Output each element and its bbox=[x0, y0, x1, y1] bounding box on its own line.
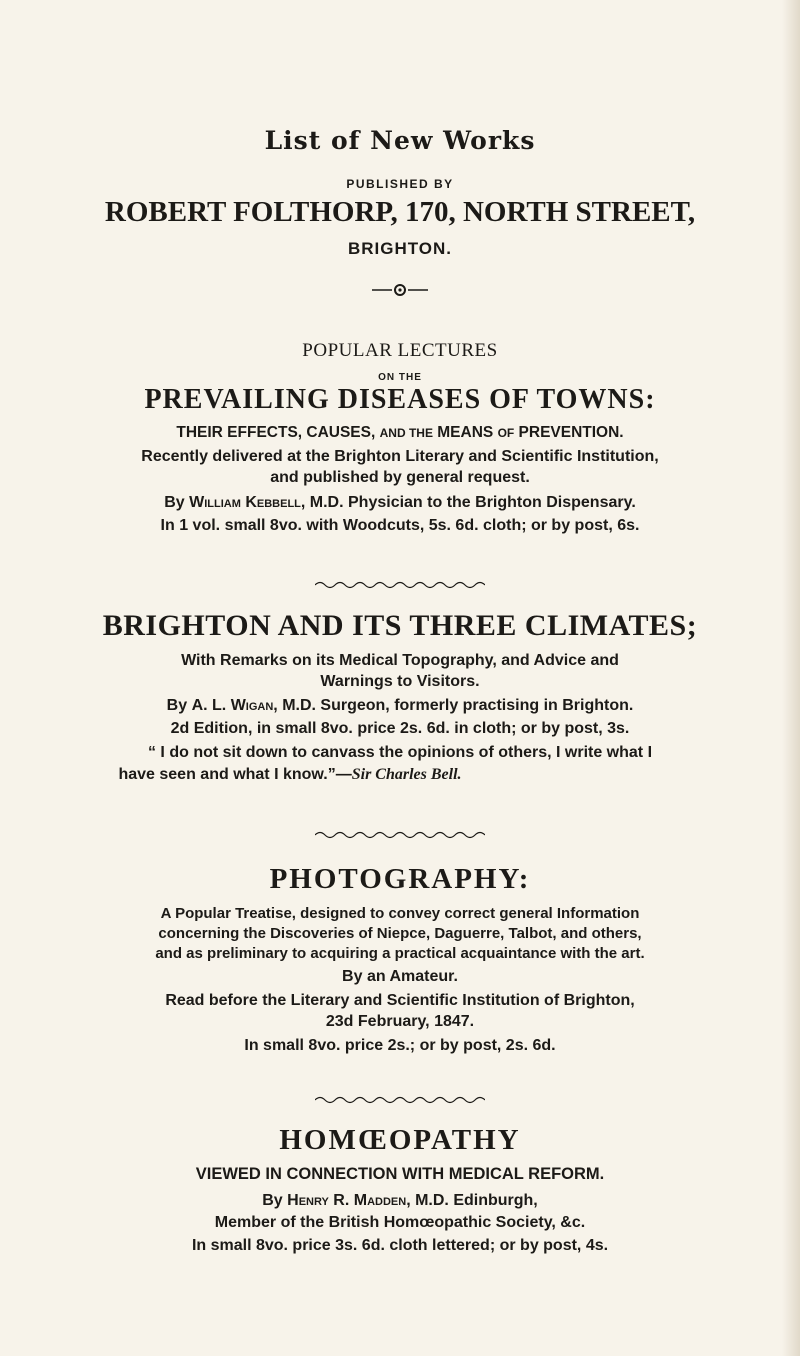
book2-author: By A. L. Wigan, M.D. Surgeon, formerly practising in Brighton. bbox=[166, 697, 634, 714]
book2-line2: Warnings to Visitors. bbox=[320, 673, 480, 690]
book3-line1: A Popular Treatise, designed to convey correct general Information bbox=[160, 905, 640, 922]
book3-author: By an Amateur. bbox=[342, 968, 458, 985]
book3-read2: 23d February, 1847. bbox=[325, 1013, 475, 1030]
book1-lead2: ON THE bbox=[378, 372, 422, 383]
page-edge bbox=[782, 0, 800, 1356]
book3-read1: Read before the Literary and Scientific Institution of Brighton, bbox=[165, 992, 635, 1009]
book1-subtitle: THEIR EFFECTS, CAUSES, AND THE MEANS OF PREVENTION. bbox=[176, 424, 624, 441]
book4-title: HOMŒOPATHY bbox=[279, 1124, 521, 1156]
book3-title: PHOTOGRAPHY: bbox=[269, 863, 531, 895]
book3-line3: and as preliminary to acquiring a practical acquaintance with the art. bbox=[155, 945, 645, 962]
book1-title: PREVAILING DISEASES OF TOWNS: bbox=[144, 384, 656, 415]
book3-line2: concerning the Discoveries of Niepce, Daguerre, Talbot, and others, bbox=[158, 925, 642, 942]
book1-author: By William Kebbell, M.D. Physician to the Brighton Dispensary. bbox=[164, 494, 636, 511]
list-title: List of New Works bbox=[264, 126, 536, 155]
book4-subtitle: VIEWED IN CONNECTION WITH MEDICAL REFORM. bbox=[195, 1165, 605, 1183]
wavy-rule-icon bbox=[0, 825, 800, 844]
book4-line2: Member of the British Homœopathic Society, &c. bbox=[214, 1214, 586, 1231]
fleuron-icon bbox=[0, 280, 800, 304]
published-by-label: PUBLISHED BY bbox=[346, 177, 454, 191]
book1-edition: In 1 vol. small 8vo. with Woodcuts, 5s. 6d. cloth; or by post, 6s. bbox=[160, 517, 640, 534]
book1-line1: Recently delivered at the Brighton Literary and Scientific Institution, bbox=[141, 448, 659, 465]
book1-lead: POPULAR LECTURES bbox=[302, 340, 498, 361]
book2-line1: With Remarks on its Medical Topography, and Advice and bbox=[181, 652, 619, 669]
book2-quote2: have seen and what I know.”—Sir Charles Bell. bbox=[118, 766, 462, 783]
book2-edition: 2d Edition, in small 8vo. price 2s. 6d. in cloth; or by post, 3s. bbox=[170, 720, 630, 737]
book2-title: BRIGHTON AND ITS THREE CLIMATES; bbox=[102, 609, 698, 642]
publisher-name: ROBERT FOLTHORP, 170, NORTH STREET, bbox=[104, 196, 696, 228]
book2-quote1: “ I do not sit down to canvass the opinions of others, I write what I bbox=[147, 744, 653, 761]
wavy-rule-icon bbox=[0, 1090, 800, 1109]
book4-author: By Henry R. Madden, M.D. Edinburgh, bbox=[262, 1192, 538, 1209]
book4-edition: In small 8vo. price 3s. 6d. cloth lettered; or by post, 4s. bbox=[191, 1237, 609, 1254]
publisher-city: BRIGHTON. bbox=[347, 239, 453, 258]
book1-line2: and published by general request. bbox=[270, 469, 530, 486]
wavy-rule-icon bbox=[0, 575, 800, 594]
book3-edition: In small 8vo. price 2s.; or by post, 2s. 6d. bbox=[244, 1037, 556, 1054]
